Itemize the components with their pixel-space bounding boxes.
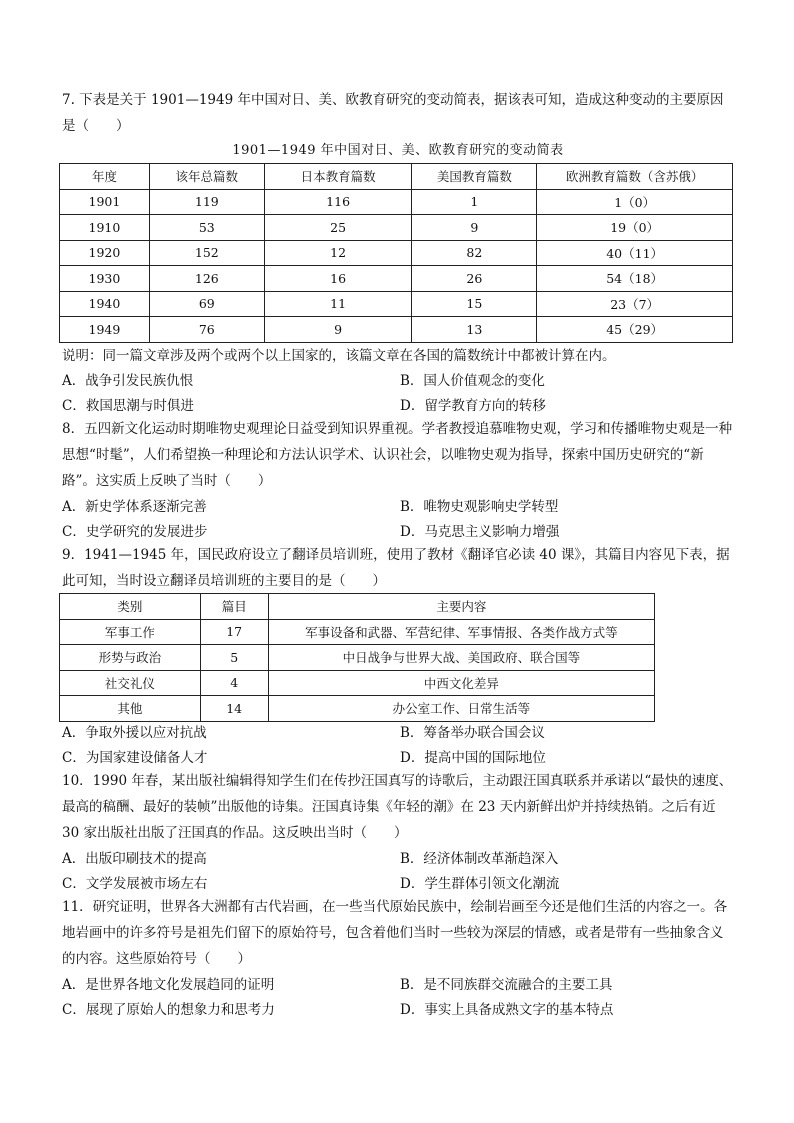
q11-option-c[interactable]: C．展现了原始人的想象力和思考力 bbox=[62, 1002, 275, 1018]
table-cell: 17 bbox=[200, 619, 268, 645]
q8-stem: 8．五四新文化运动时期唯物史观理论日益受到知识界重视。学者教授追慕唯物史观，学习和传播唯物史观是一种思想“时髦”，人们希望换一种理论和方法认识学术、认识社会，以唯物史观为指导，探索中国历史研究的“新路”。这实质上反映了当时（ ） bbox=[62, 421, 733, 489]
table-header-cell: 类别 bbox=[60, 594, 201, 620]
table-cell: 办公室工作、日常生活等 bbox=[268, 696, 654, 722]
table-cell: 23（7） bbox=[537, 291, 733, 317]
table-cell: 126 bbox=[149, 266, 264, 292]
table-cell: 9 bbox=[412, 215, 537, 241]
table-header-row bbox=[60, 594, 655, 620]
table-cell: 40（11） bbox=[537, 240, 733, 266]
table-header-cell: 年度 bbox=[60, 164, 150, 190]
table-cell: 116 bbox=[264, 189, 412, 215]
table-cell: 53 bbox=[149, 215, 264, 241]
table-cell: 社交礼仪 bbox=[60, 670, 201, 696]
table-cell: 152 bbox=[149, 240, 264, 266]
table-cell: 11 bbox=[264, 291, 412, 317]
table-cell: 82 bbox=[412, 240, 537, 266]
q7-option-a[interactable]: A．战争引发民族仇恨 bbox=[62, 373, 194, 389]
q11-option-d[interactable]: D．事实上具备成熟文字的基本特点 bbox=[400, 1002, 614, 1018]
q11-stem: 11．研究证明，世界各大洲都有古代岩画，在一些当代原始民族中，绘制岩画至今还是他们生活的内容之一。各地岩画中的许多符号是祖先们留下的原始符号，包含着他们当时一些较为深层的情感，或者是带有一些抽象含义的内容。这些原始符号（ ） bbox=[62, 899, 728, 967]
table-header-cell: 该年总篇数 bbox=[149, 164, 264, 190]
table-cell: 1920 bbox=[60, 240, 150, 266]
table-cell: 中日战争与世界大战、美国政府、联合国等 bbox=[268, 645, 654, 671]
table-cell: 25 bbox=[264, 215, 412, 241]
table-cell: 13 bbox=[412, 317, 537, 343]
table-cell: 4 bbox=[200, 670, 268, 696]
table-header-cell: 美国教育篇数 bbox=[412, 164, 537, 190]
table-cell: 54（18） bbox=[537, 266, 733, 292]
table-row bbox=[60, 291, 733, 317]
table-header-row bbox=[60, 164, 733, 190]
table-cell: 19（0） bbox=[537, 215, 733, 241]
q9-stem: 9．1941—1945 年，国民政府设立了翻译员培训班，使用了教材《翻译官必读 40 课》，其篇目内容见下表，据此可知，当时设立翻译员培训班的主要目的是（ ） bbox=[62, 547, 730, 589]
q10-option-d[interactable]: D．学生群体引领文化潮流 bbox=[400, 876, 560, 892]
table-row bbox=[60, 619, 655, 645]
q9-option-a[interactable]: A．争取外援以应对抗战 bbox=[62, 725, 207, 741]
table-cell: 5 bbox=[200, 645, 268, 671]
table-row bbox=[60, 696, 655, 722]
q7-stem-line1: 7. 下表是关于 1901—1949 年中国对日、美、欧教育研究的变动简表，据该表可知，造成这种变动的主要原因 bbox=[62, 92, 724, 108]
q11-option-b[interactable]: B．是不同族群交流融合的主要工具 bbox=[400, 977, 613, 993]
q10-stem: 10．1990 年春，某出版社编辑得知学生们在传抄汪国真写的诗歌后，主动跟汪国真联系并承诺以“最快的速度、最高的稿酬、最好的装帧”出版他的诗集。汪国真诗集《年轻的潮》在 23 天内新鲜出炉并持续热销。之后有近 30 家出版社出版了汪国真的作品。这反映出当时（ ） bbox=[62, 773, 733, 841]
q7-option-d[interactable]: D．留学教育方向的转移 bbox=[400, 398, 546, 414]
table-cell: 9 bbox=[264, 317, 412, 343]
q8-option-d[interactable]: D．马克思主义影响力增强 bbox=[400, 524, 560, 540]
q7-option-c[interactable]: C．救国思潮与时俱进 bbox=[62, 398, 194, 414]
q10-option-b[interactable]: B．经济体制改革渐趋深入 bbox=[400, 851, 559, 867]
q11-option-a[interactable]: A．是世界各地文化发展趋同的证明 bbox=[62, 977, 275, 993]
table-header-cell: 欧洲教育篇数（含苏俄） bbox=[537, 164, 733, 190]
table-header-cell: 篇目 bbox=[200, 594, 268, 620]
q9-option-b[interactable]: B．筹备举办联合国会议 bbox=[400, 725, 545, 741]
q10-option-a[interactable]: A．出版印刷技术的提高 bbox=[62, 851, 207, 867]
table-cell: 1910 bbox=[60, 215, 150, 241]
table-cell: 中西文化差异 bbox=[268, 670, 654, 696]
q7-stem-line2: 是（ ） bbox=[62, 118, 130, 134]
table-cell: 14 bbox=[200, 696, 268, 722]
table-cell: 15 bbox=[412, 291, 537, 317]
table-cell: 119 bbox=[149, 189, 264, 215]
q8-option-b[interactable]: B．唯物史观影响史学转型 bbox=[400, 499, 559, 515]
table-header-cell: 日本教育篇数 bbox=[264, 164, 412, 190]
q10-option-c[interactable]: C．文学发展被市场左右 bbox=[62, 876, 208, 892]
q9-option-d[interactable]: D．提高中国的国际地位 bbox=[400, 750, 546, 766]
q8-option-a[interactable]: A．新史学体系逐渐完善 bbox=[62, 499, 207, 515]
table-cell: 军事工作 bbox=[60, 619, 201, 645]
table-cell: 1949 bbox=[60, 317, 150, 343]
table-cell: 16 bbox=[264, 266, 412, 292]
table-cell: 76 bbox=[149, 317, 264, 343]
table-cell: 1901 bbox=[60, 189, 150, 215]
q7-data-table bbox=[59, 163, 733, 343]
table-cell: 12 bbox=[264, 240, 412, 266]
q9-option-c[interactable]: C．为国家建设储备人才 bbox=[62, 750, 208, 766]
table-row bbox=[60, 317, 733, 343]
q8-option-c[interactable]: C．史学研究的发展进步 bbox=[62, 524, 208, 540]
table-cell: 其他 bbox=[60, 696, 201, 722]
table-row bbox=[60, 670, 655, 696]
q7-option-b[interactable]: B．国人价值观念的变化 bbox=[400, 373, 545, 389]
table-header-cell: 主要内容 bbox=[268, 594, 654, 620]
table-cell: 1930 bbox=[60, 266, 150, 292]
table-cell: 1（0） bbox=[537, 189, 733, 215]
table-row bbox=[60, 645, 655, 671]
table-cell: 军事设备和武器、军营纪律、军事情报、各类作战方式等 bbox=[268, 619, 654, 645]
table-cell: 形势与政治 bbox=[60, 645, 201, 671]
table-cell: 1940 bbox=[60, 291, 150, 317]
table-cell: 1 bbox=[412, 189, 537, 215]
table-row bbox=[60, 215, 733, 241]
table-cell: 69 bbox=[149, 291, 264, 317]
q7-note: 说明：同一篇文章涉及两个或两个以上国家的，该篇文章在各国的篇数统计中都被计算在内。 bbox=[62, 348, 616, 364]
table-row bbox=[60, 240, 733, 266]
q9-data-table bbox=[59, 593, 655, 722]
table-cell: 45（29） bbox=[537, 317, 733, 343]
table-row bbox=[60, 189, 733, 215]
table-cell: 26 bbox=[412, 266, 537, 292]
q7-table-title: 1901—1949 年中国对日、美、欧教育研究的变动简表 bbox=[232, 143, 564, 158]
table-row bbox=[60, 266, 733, 292]
